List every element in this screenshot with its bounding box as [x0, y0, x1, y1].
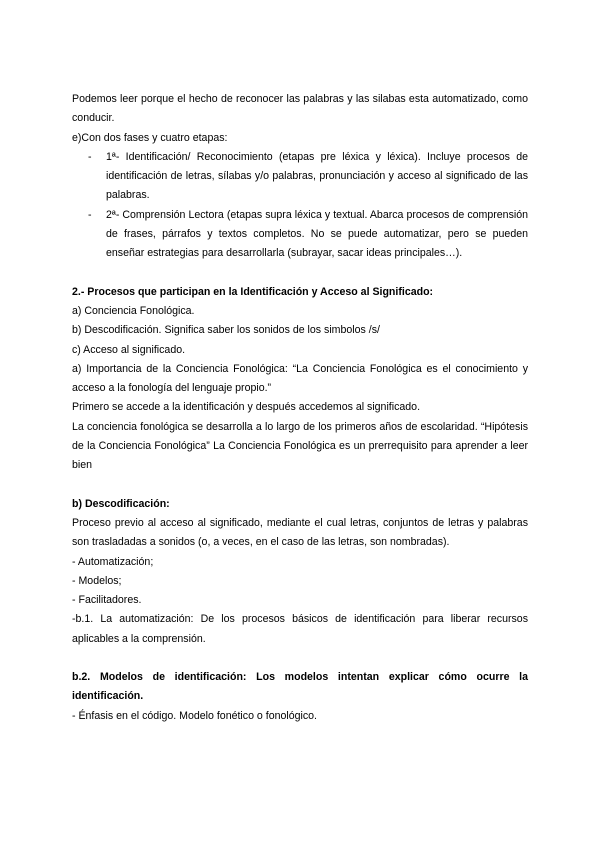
phase-item-2: [88, 206, 528, 264]
phases-intro: e)Con dos fases y cuatro etapas:: [72, 131, 228, 144]
page-content: [72, 90, 528, 726]
section-b-line: - Modelos;: [72, 574, 122, 587]
intro-paragraph: Podemos leer porque el hecho de reconocer las palabras y las silabas esta automatizado, como conducir.: [72, 93, 528, 125]
phase-text: 1ª- Identificación/ Reconocimiento (etapas pre léxica y léxica). Incluye procesos de identificación de letras, sílabas y/o palabras, pronunciación y acceso al significado de las palabras.: [106, 150, 528, 202]
section-b2-heading: b.2. Modelos de identificación: Los modelos intentan explicar cómo ocurre la identificación.: [72, 671, 528, 703]
section-2-line: a) Conciencia Fonológica.: [72, 304, 195, 317]
phase-text: 2ª- Comprensión Lectora (etapas supra léxica y textual. Abarca procesos de comprensión de frases, párrafos y textos completos. No se puede automatizar, pero se pueden enseñar estrategias para desarrollarla (subrayar, sacar ideas principales…).: [106, 208, 528, 260]
spacer: [72, 264, 528, 283]
bullet-dash: -: [88, 208, 92, 221]
section-b-line: - Automatización;: [72, 555, 154, 568]
bullet-dash: -: [88, 150, 92, 163]
section-2-line: La conciencia fonológica se desarrolla a lo largo de los primeros años de escolaridad. “Hipótesis de la Conciencia Fonológica” La Conciencia Fonológica es un prerrequisito para aprender a leer bien: [72, 420, 528, 472]
section-2-line: b) Descodificación. Significa saber los sonidos de los simbolos /s/: [72, 324, 380, 337]
section-b-line: -b.1. La automatización: De los procesos básicos de identificación para liberar recursos aplicables a la comprensión.: [72, 613, 528, 645]
section-2-line: c) Acceso al significado.: [72, 343, 186, 356]
phases-list: [72, 148, 528, 264]
section-2-line: Primero se accede a la identificación y después accedemos al significado.: [72, 401, 421, 414]
spacer: [72, 476, 528, 495]
section-b-heading: b) Descodificación:: [72, 497, 170, 510]
section-b-line: - Facilitadores.: [72, 594, 142, 607]
spacer: [72, 649, 528, 668]
section-2-line: a) Importancia de la Conciencia Fonológica: “La Conciencia Fonológica es el conocimiento y acceso a la fonología del lenguaje propio.”: [72, 362, 528, 395]
section-b-line: Proceso previo al acceso al significado, mediante el cual letras, conjuntos de letras y palabras son trasladadas a sonidos (o, a veces, en el caso de las letras, son nombradas).: [72, 516, 528, 549]
section-b2-line: - Énfasis en el código. Modelo fonético o fonológico.: [72, 709, 317, 722]
section-2-heading: 2.- Procesos que participan en la Identificación y Acceso al Significado:: [72, 285, 434, 298]
phase-item-1: [88, 148, 528, 206]
